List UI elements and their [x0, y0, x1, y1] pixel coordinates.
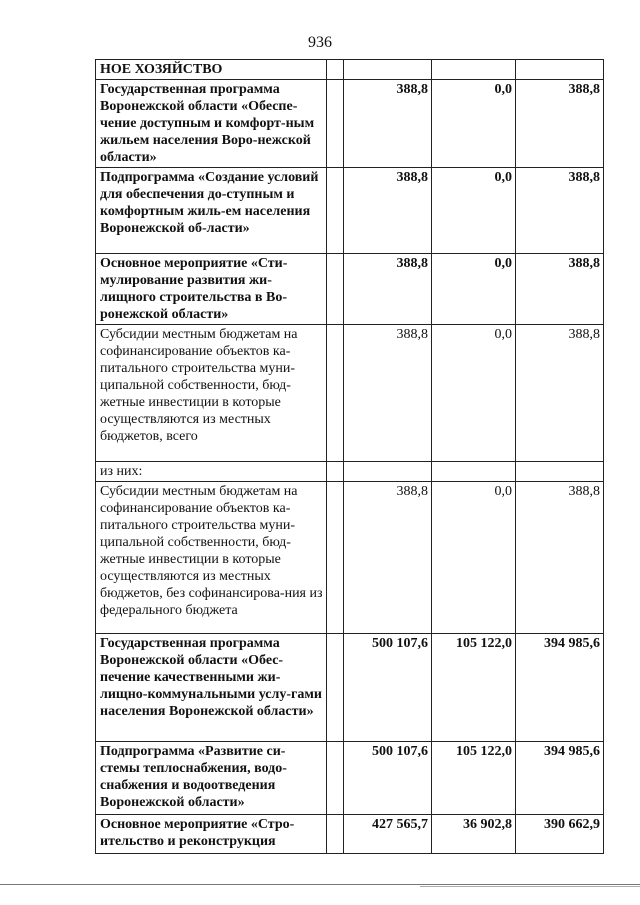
row-name-cell: Подпрограмма «Создание условий для обеспечения до-ступным и комфортным жиль-ем населения Воронежской об-ласти» [96, 168, 327, 254]
row-value-cell-3: 394 985,6 [516, 634, 604, 742]
budget-table [95, 59, 604, 854]
table-row [96, 815, 604, 854]
page-number: 936 [308, 34, 332, 51]
row-name-cell: Государственная программа Воронежской области «Обеспе-чение доступным и комфорт-ным жильем населения Воро-нежской области» [96, 80, 327, 168]
table-row [96, 254, 604, 325]
row-value-cell-2: 0,0 [432, 254, 516, 325]
row-value-cell-3: 394 985,6 [516, 742, 604, 815]
row-value-cell-1: 388,8 [344, 482, 432, 634]
row-value-cell-2: 0,0 [432, 482, 516, 634]
table-row [96, 462, 604, 482]
row-value-cell-3: 388,8 [516, 254, 604, 325]
row-value-cell-1: 500 107,6 [344, 634, 432, 742]
table-row [96, 482, 604, 634]
row-value-cell-2: 0,0 [432, 168, 516, 254]
row-value-cell-2 [432, 462, 516, 482]
row-value-cell-3: 388,8 [516, 80, 604, 168]
row-name-cell: Субсидии местным бюджетам на софинансирование объектов ка-питального строительства муни-ципальной собственности, бюд-жетные инвестиции в которые осуществляются из местных бюджетов, всего [96, 325, 327, 462]
row-empty-cell [327, 742, 344, 815]
row-value-cell-1: 500 107,6 [344, 742, 432, 815]
row-name-cell: Государственная программа Воронежской области «Обес-печение качественными жи-лищно-коммунальными услу-гами населения Воронежской области» [96, 634, 327, 742]
table-row [96, 634, 604, 742]
row-name-cell: НОЕ ХОЗЯЙСТВО [96, 60, 327, 80]
row-value-cell-1: 388,8 [344, 168, 432, 254]
row-value-cell-1: 388,8 [344, 254, 432, 325]
row-value-cell-2 [432, 60, 516, 80]
row-empty-cell [327, 80, 344, 168]
row-empty-cell [327, 482, 344, 634]
row-value-cell-3 [516, 60, 604, 80]
table-row [96, 742, 604, 815]
row-value-cell-3: 390 662,9 [516, 815, 604, 854]
row-empty-cell [327, 634, 344, 742]
table-row [96, 60, 604, 80]
scan-bottom-edge [0, 884, 640, 885]
table-row [96, 325, 604, 462]
row-empty-cell [327, 815, 344, 854]
row-name-cell: Подпрограмма «Развитие си-стемы теплоснабжения, водо-снабжения и водоотведения Воронежской области» [96, 742, 327, 815]
row-value-cell-1 [344, 60, 432, 80]
row-value-cell-3: 388,8 [516, 482, 604, 634]
row-value-cell-1: 388,8 [344, 325, 432, 462]
row-name-cell: Основное мероприятие «Стро-ительство и реконструкция [96, 815, 327, 854]
row-name-cell: Субсидии местным бюджетам на софинансирование объектов ка-питального строительства муни-ципальной собственности, бюд-жетные инвестиции в которые осуществляются из местных бюджетов, без софинансирова-ния из федерального бюджета [96, 482, 327, 634]
scan-bottom-edge-secondary [420, 886, 640, 887]
row-value-cell-3 [516, 462, 604, 482]
table-row [96, 168, 604, 254]
row-name-cell: из них: [96, 462, 327, 482]
table-row [96, 80, 604, 168]
table-body [96, 60, 604, 854]
row-value-cell-1: 427 565,7 [344, 815, 432, 854]
row-empty-cell [327, 168, 344, 254]
row-empty-cell [327, 462, 344, 482]
row-value-cell-2: 36 902,8 [432, 815, 516, 854]
row-value-cell-3: 388,8 [516, 325, 604, 462]
row-empty-cell [327, 60, 344, 80]
row-empty-cell [327, 325, 344, 462]
row-name-cell: Основное мероприятие «Сти-мулирование развития жи-лищного строительства в Во-ронежской области» [96, 254, 327, 325]
row-empty-cell [327, 254, 344, 325]
row-value-cell-2: 0,0 [432, 80, 516, 168]
row-value-cell-2: 0,0 [432, 325, 516, 462]
row-value-cell-2: 105 122,0 [432, 634, 516, 742]
row-value-cell-2: 105 122,0 [432, 742, 516, 815]
row-value-cell-1: 388,8 [344, 80, 432, 168]
row-value-cell-1 [344, 462, 432, 482]
row-value-cell-3: 388,8 [516, 168, 604, 254]
